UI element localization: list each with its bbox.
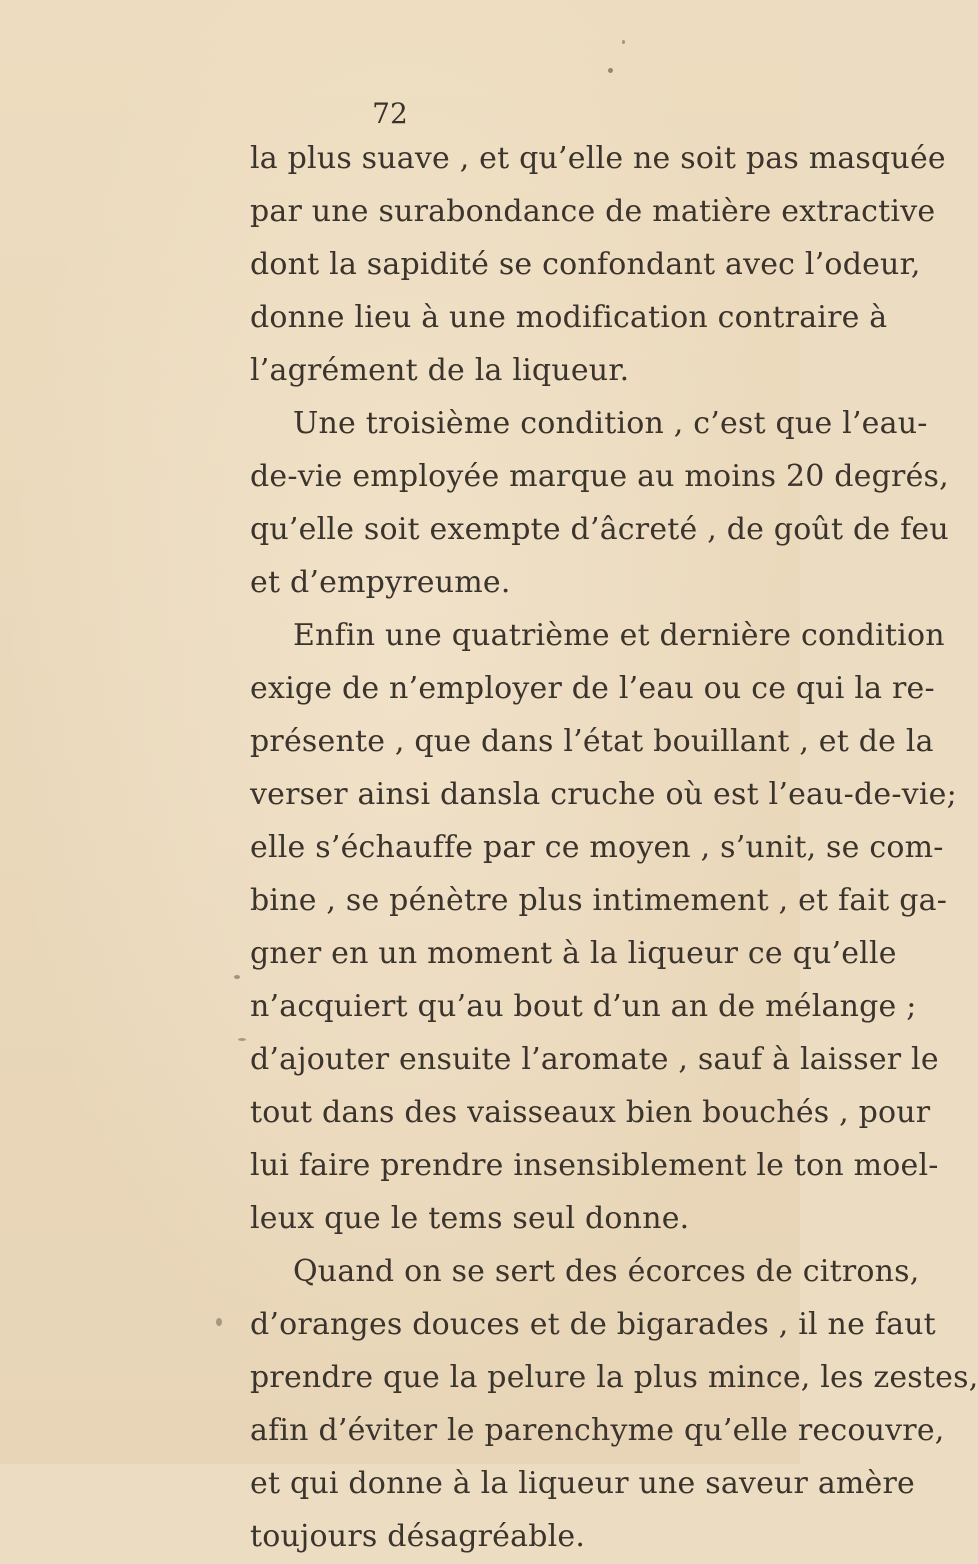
text-line: bine , se pénètre plus intimement , et fait ga- — [250, 883, 948, 918]
text-line: Une troisième condition , c’est que l’eau- — [293, 406, 928, 441]
paper-speck — [608, 68, 613, 73]
text-line: Quand on se sert des écorces de citrons, — [293, 1254, 920, 1289]
text-line: elle s’échauffe par ce moyen , s’unit, se com- — [250, 830, 944, 865]
text-line: toujours désagréable. — [250, 1519, 586, 1554]
text-line: présente , que dans l’état bouillant , et de la — [250, 724, 934, 759]
paper-speck — [238, 1038, 246, 1041]
text-line: n’acquiert qu’au bout d’un an de mélange ; — [250, 989, 917, 1024]
text-line: tout dans des vaisseaux bien bouchés , pour — [250, 1095, 931, 1130]
text-line: dont la sapidité se confondant avec l’odeur, — [250, 247, 921, 282]
text-line: qu’elle soit exempte d’âcreté , de goût de feu — [250, 512, 949, 547]
text-line: Enfin une quatrième et dernière condition — [293, 618, 945, 653]
text-line: afin d’éviter le parenchyme qu’elle recouvre, — [250, 1413, 945, 1448]
text-line: verser ainsi dansla cruche où est l’eau-de-vie; — [250, 777, 957, 812]
page-number: 72 — [372, 97, 408, 130]
paper-speck — [216, 1318, 222, 1326]
text-line: et qui donne à la liqueur une saveur amère — [250, 1466, 916, 1501]
text-line: la plus suave , et qu’elle ne soit pas masquée — [250, 141, 946, 176]
text-line: et d’empyreume. — [250, 565, 511, 600]
paper-speck — [622, 40, 625, 44]
text-line: d’ajouter ensuite l’aromate , sauf à laisser le — [250, 1042, 939, 1077]
text-line: l’agrément de la liqueur. — [250, 353, 630, 388]
text-line: gner en un moment à la liqueur ce qu’elle — [250, 936, 897, 971]
text-line: exige de n’employer de l’eau ou ce qui la re- — [250, 671, 935, 706]
text-line: lui faire prendre insensiblement le ton moel- — [250, 1148, 939, 1183]
text-line: prendre que la pelure la plus mince, les zestes, — [250, 1360, 978, 1395]
text-line: par une surabondance de matière extractive — [250, 194, 936, 229]
text-line: donne lieu à une modification contraire à — [250, 300, 888, 335]
text-line: de-vie employée marque au moins 20 degrés, — [250, 459, 949, 494]
text-line: d’oranges douces et de bigarades , il ne faut — [250, 1307, 936, 1342]
text-line: leux que le tems seul donne. — [250, 1201, 690, 1236]
paper-speck — [234, 975, 240, 979]
